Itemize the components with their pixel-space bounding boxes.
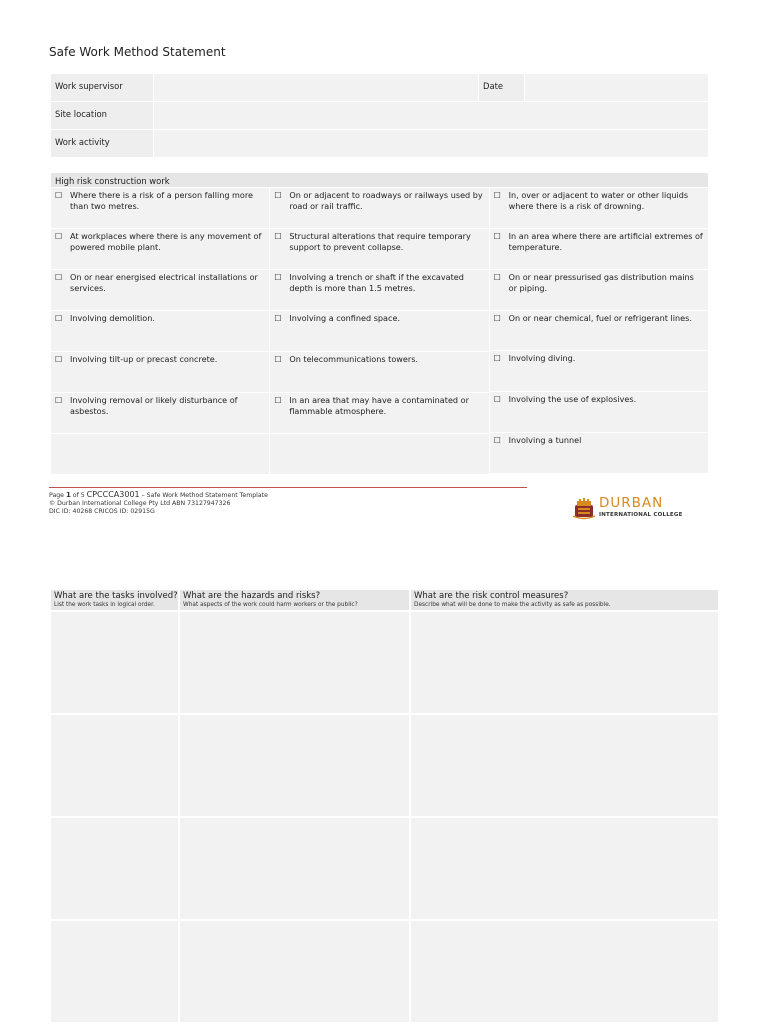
high-risk-item	[490, 188, 708, 228]
high-risk-item	[51, 229, 269, 269]
checkbox[interactable]: ☐	[55, 314, 63, 323]
tasks-table-body	[51, 612, 718, 1022]
work-supervisor-field[interactable]	[154, 74, 478, 101]
checkbox[interactable]: ☐	[274, 232, 282, 241]
control-measure-cell[interactable]	[411, 715, 718, 816]
high-risk-item-label: On or adjacent to roadways or railways used by road or rail traffic.	[289, 190, 483, 211]
high-risk-item-label: On or near pressurised gas distribution mains or piping.	[508, 271, 694, 293]
hazard-cell[interactable]	[180, 818, 409, 919]
high-risk-item-label: Involving diving.	[508, 353, 576, 364]
task-cell[interactable]	[51, 818, 178, 919]
institution-ids: DIC ID: 40268 CRICOS ID: 02915G	[49, 508, 155, 515]
high-risk-column	[270, 188, 488, 474]
high-risk-item-label: Involving the use of explosives.	[508, 394, 637, 405]
high-risk-item-label: On or near energised electrical installations or services.	[70, 272, 258, 293]
control-measure-cell[interactable]	[411, 612, 718, 713]
high-risk-item	[51, 270, 269, 310]
document-name: – Safe Work Method Statement Template	[139, 492, 268, 499]
high-risk-column	[51, 188, 269, 474]
high-risk-grid	[51, 188, 708, 474]
work-activity-field[interactable]	[154, 130, 708, 157]
high-risk-item-label: In, over or adjacent to water or other liquids where there is a risk of drowning.	[508, 190, 689, 211]
checkbox[interactable]: ☐	[55, 273, 63, 282]
checkbox[interactable]: ☐	[55, 191, 63, 200]
controls-column-title: What are the risk control measures?	[414, 591, 569, 601]
high-risk-item	[51, 352, 269, 392]
work-supervisor-label: Work supervisor	[51, 74, 153, 101]
work-activity-label: Work activity	[51, 130, 153, 157]
checkbox[interactable]: ☐	[274, 314, 282, 323]
checkbox[interactable]: ☐	[493, 436, 501, 446]
checkbox[interactable]: ☐	[274, 396, 282, 405]
date-label: Date	[479, 74, 524, 101]
logo-subtitle: INTERNATIONAL COLLEGE	[599, 512, 683, 518]
high-risk-item	[51, 393, 269, 433]
high-risk-column	[490, 188, 708, 474]
page-of: of 5	[70, 492, 87, 499]
high-risk-item	[270, 229, 488, 269]
checkbox[interactable]: ☐	[493, 395, 501, 405]
high-risk-item	[270, 352, 488, 392]
high-risk-item-label: Involving a confined space.	[289, 313, 401, 323]
high-risk-item-label: Where there is a risk of a person falling more than two metres.	[70, 190, 254, 211]
copyright-line: © Durban International College Pty Ltd ABN 73127947326	[49, 500, 231, 507]
checkbox[interactable]: ☐	[55, 396, 63, 405]
high-risk-item-label: On telecommunications towers.	[289, 354, 419, 364]
high-risk-item-label: At workplaces where there is any movement of powered mobile plant.	[70, 231, 262, 252]
info-row-supervisor	[51, 74, 708, 101]
info-row-site	[51, 102, 708, 129]
checkbox[interactable]: ☐	[493, 354, 501, 364]
checkbox[interactable]: ☐	[493, 313, 501, 323]
high-risk-item-label: Involving removal or likely disturbance of asbestos.	[70, 395, 238, 416]
course-code: CPCCCA3001	[86, 490, 140, 499]
high-risk-item-label: Structural alterations that require temporary support to prevent collapse.	[289, 231, 471, 252]
checkbox[interactable]: ☐	[274, 191, 282, 200]
site-location-field[interactable]	[154, 102, 708, 129]
table-row	[51, 612, 718, 713]
tasks-column-header	[51, 590, 178, 610]
table-row	[51, 921, 718, 1022]
checkbox[interactable]: ☐	[493, 272, 501, 282]
task-cell[interactable]	[51, 921, 178, 1022]
table-row	[51, 818, 718, 919]
high-risk-item	[490, 270, 708, 310]
high-risk-item	[490, 392, 708, 432]
high-risk-filler	[51, 434, 269, 474]
hazards-column-subtitle: What aspects of the work could harm workers or the public?	[183, 602, 358, 608]
table-row	[51, 715, 718, 816]
high-risk-item	[490, 351, 708, 391]
control-measure-cell[interactable]	[411, 921, 718, 1022]
tasks-table-header	[51, 590, 718, 610]
controls-column-header	[411, 590, 718, 610]
tasks-column-subtitle: List the work tasks in logical order.	[54, 602, 155, 608]
hazard-cell[interactable]	[180, 612, 409, 713]
high-risk-item	[270, 270, 488, 310]
logo-wordmark: DURBAN	[599, 495, 664, 511]
high-risk-item	[490, 433, 708, 473]
checkbox[interactable]: ☐	[55, 232, 63, 241]
high-risk-item	[51, 188, 269, 228]
high-risk-item-label: Involving a trench or shaft if the excavated depth is more than 1.5 metres.	[289, 272, 464, 293]
high-risk-item-label: Involving demolition.	[70, 313, 155, 323]
page-title: Safe Work Method Statement	[49, 45, 226, 59]
high-risk-item	[490, 311, 708, 351]
crest-icon	[572, 497, 596, 521]
task-cell[interactable]	[51, 715, 178, 816]
high-risk-item	[270, 393, 488, 433]
high-risk-item	[270, 311, 488, 351]
date-field[interactable]	[525, 74, 708, 101]
footer	[49, 491, 268, 516]
high-risk-header: High risk construction work	[51, 173, 708, 187]
info-row-activity	[51, 130, 708, 157]
high-risk-item	[490, 229, 708, 269]
high-risk-item-label: In an area that may have a contaminated or flammable atmosphere.	[289, 395, 469, 416]
high-risk-item-label: Involving a tunnel	[508, 435, 582, 446]
tasks-table	[51, 590, 718, 1022]
control-measure-cell[interactable]	[411, 818, 718, 919]
footer-divider	[49, 487, 527, 488]
hazards-column-title: What are the hazards and risks?	[183, 591, 321, 601]
high-risk-item-label: On or near chemical, fuel or refrigerant lines.	[508, 312, 692, 323]
hazard-cell[interactable]	[180, 921, 409, 1022]
checkbox[interactable]: ☐	[55, 355, 63, 364]
high-risk-item	[270, 188, 488, 228]
site-location-label: Site location	[51, 102, 153, 129]
high-risk-filler	[270, 434, 488, 474]
high-risk-item-label: In an area where there are artificial extremes of temperature.	[508, 230, 703, 252]
checkbox[interactable]: ☐	[493, 231, 501, 241]
hazard-cell[interactable]	[180, 715, 409, 816]
college-logo	[572, 495, 692, 523]
page-number: 1	[65, 491, 71, 499]
tasks-column-title: What are the tasks involved?	[54, 591, 178, 601]
info-table	[51, 74, 708, 158]
high-risk-item-label: Involving tilt-up or precast concrete.	[70, 354, 218, 364]
task-cell[interactable]	[51, 612, 178, 713]
checkbox[interactable]: ☐	[493, 191, 501, 200]
high-risk-item	[51, 311, 269, 351]
hazards-column-header	[180, 590, 409, 610]
footer-page-line	[49, 491, 268, 500]
controls-column-subtitle: Describe what will be done to make the activity as safe as possible.	[414, 602, 611, 608]
checkbox[interactable]: ☐	[274, 355, 282, 364]
page-prefix: Page	[49, 492, 66, 499]
checkbox[interactable]: ☐	[274, 273, 282, 282]
